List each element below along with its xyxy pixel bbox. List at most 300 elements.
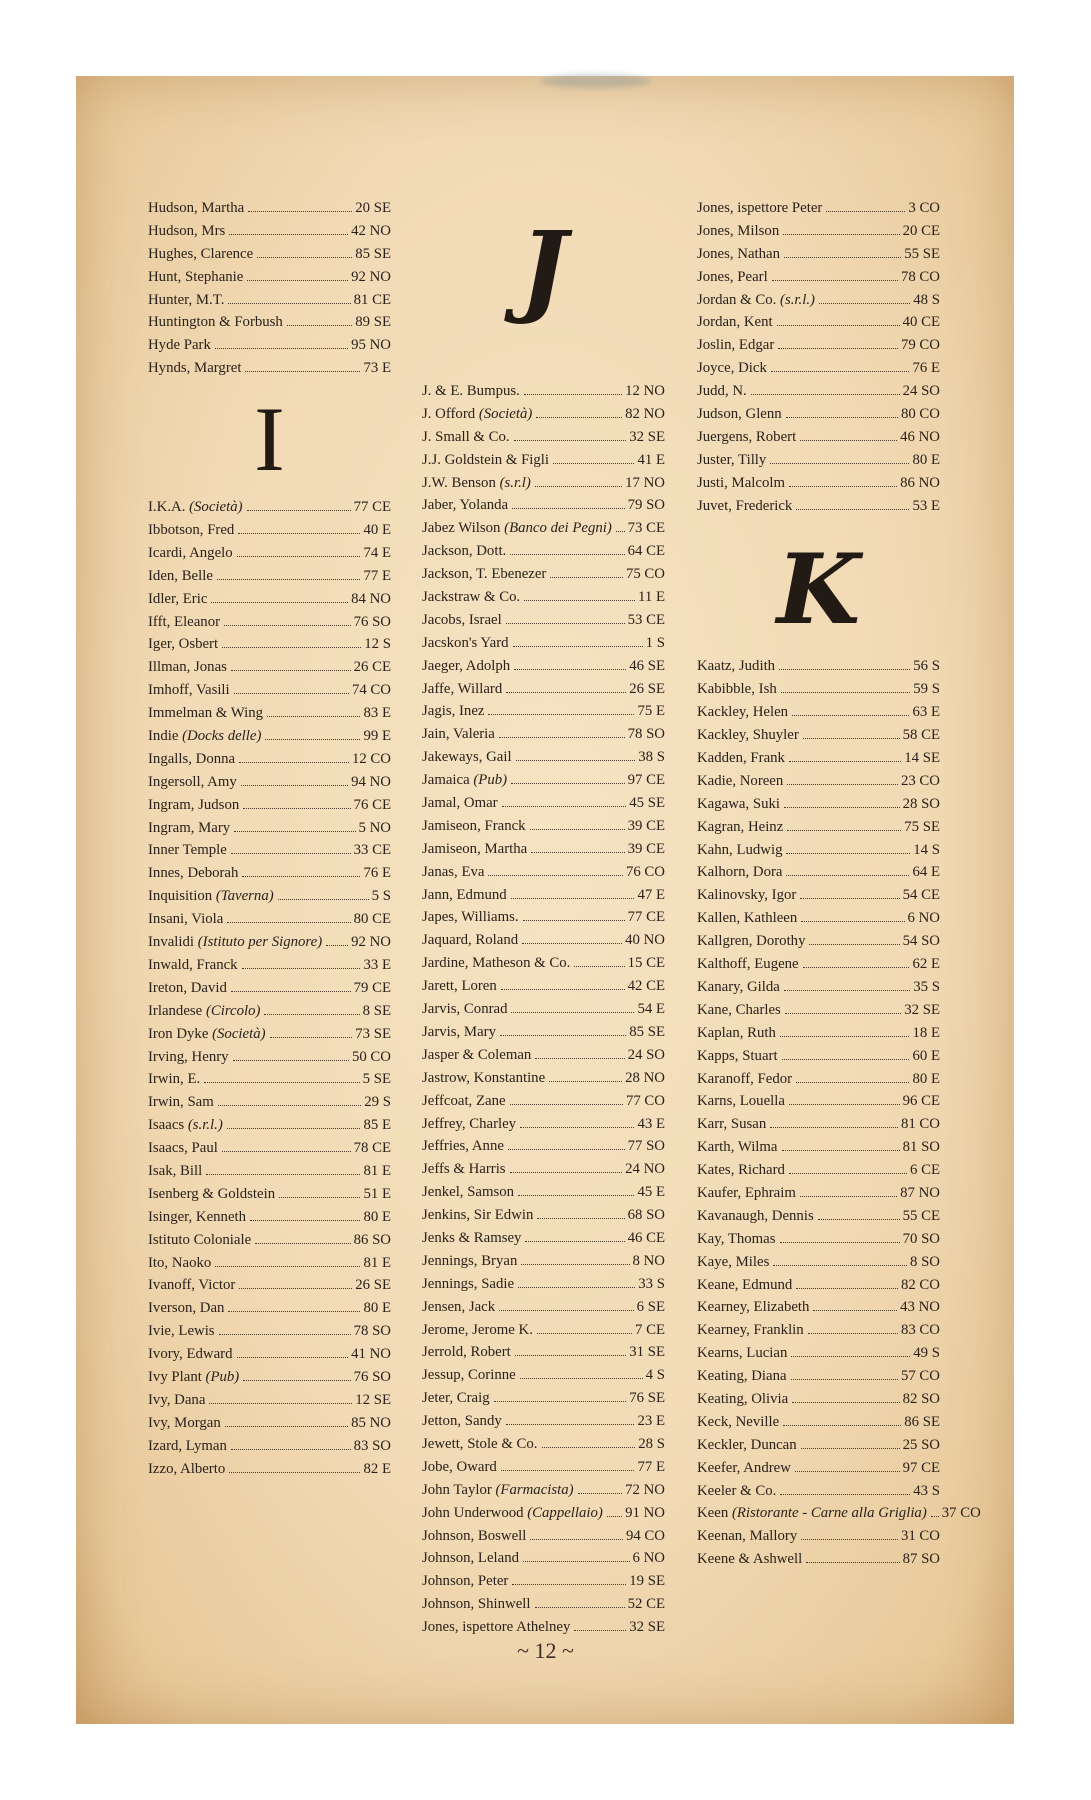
entry-reference: 73 E [363,360,391,377]
entry-name: J.W. Benson (s.r.l) [422,474,531,491]
dot-leader [500,1035,626,1036]
dot-leader [786,417,898,418]
entry-name: Jackson, Dott. [422,543,507,560]
entry-name: Kagran, Heinz [697,818,784,835]
entry-name: Hyde Park [148,337,211,354]
entry-name: Keene & Ashwell [697,1551,803,1568]
index-column-2 [422,200,665,1642]
entry-name: Jessup, Corinne [422,1367,516,1384]
dot-leader [780,1242,900,1243]
entry-reference: 39 CE [627,817,665,834]
index-entry [697,475,940,498]
index-entry [697,1208,940,1231]
index-entry [148,1186,391,1209]
dot-leader [211,602,348,603]
entry-name: J. Offord (Società) [422,405,533,422]
entry-reference: 41 NO [351,1346,391,1363]
entry-name: Jewett, Stole & Co. [422,1435,538,1452]
entry-reference: 19 SE [629,1573,665,1590]
entry-reference: 80 E [912,1070,940,1087]
entry-name: Jarett, Loren [422,978,497,995]
index-entry [697,796,940,819]
entry-name: Isaacs, Paul [148,1140,218,1157]
entry-reference: 40 NO [625,932,665,949]
entry-reference: 54 E [637,1001,665,1018]
entry-name: Jenkel, Samson [422,1184,515,1201]
index-entry [422,1230,665,1253]
entry-name: Jacobs, Israel [422,611,502,628]
dot-leader [521,1264,629,1265]
dot-leader [278,899,369,900]
entry-name: Iron Dyke (Società) [148,1025,266,1042]
dot-leader [239,1288,352,1289]
dot-leader [800,440,897,441]
page-number: ~ 12 ~ [517,1638,574,1663]
index-entry [697,1277,940,1300]
dot-leader [499,737,625,738]
entry-reference: 80 E [912,451,940,468]
entry-reference: 26 CE [353,659,391,676]
entry-name: Indie (Docks delle) [148,728,262,745]
entry-name: Isak, Bill [148,1162,203,1179]
dot-leader [242,968,361,969]
entry-reference: 41 E [637,451,665,468]
entry-reference: 11 E [638,589,665,606]
dot-leader [785,1013,901,1014]
entry-name: Jeffs & Harris [422,1161,506,1178]
entry-name: Idler, Eric [148,590,208,607]
dot-leader [813,1310,897,1311]
entry-name: Invalidi (Istituto per Signore) [148,934,323,951]
entry-name: Jeffrey, Charley [422,1115,517,1132]
dot-leader [231,1449,351,1450]
entry-name: Jones, ispettore Athelney [422,1619,571,1636]
entry-reference: 68 SO [627,1207,665,1224]
index-entry [697,727,940,750]
entry-name: Jordan & Co. (s.r.l.) [697,291,815,308]
index-entry [422,406,665,429]
index-entry [148,682,391,705]
entry-list-j-cont [697,200,940,520]
dot-leader [792,715,909,716]
entry-name: Jamaica (Pub) [422,772,508,789]
dot-leader [215,1266,360,1267]
index-entry [697,1483,940,1506]
dot-leader [789,1173,907,1174]
entry-reference: 82 E [363,1460,391,1477]
index-entry [697,1299,940,1322]
index-entry [697,406,940,429]
dot-leader [225,1426,348,1427]
index-entry [697,933,940,956]
entry-name: Jaeger, Adolph [422,657,511,674]
entry-reference: 3 CO [908,200,940,216]
entry-name: Kearney, Franklin [697,1322,804,1339]
entry-reference: 82 NO [625,405,665,422]
entry-reference: 78 CO [900,268,940,285]
entry-name: Karns, Louella [697,1093,785,1110]
index-entry [422,749,665,772]
index-entry [697,773,940,796]
entry-name: Innes, Deborah [148,865,239,882]
dot-leader [204,1082,359,1083]
entry-name: Justi, Malcolm [697,474,785,491]
index-entry [422,703,665,726]
dot-leader [771,371,910,372]
entry-reference: 82 CO [900,1276,940,1293]
entry-name: John Underwood (Cappellaio) [422,1504,603,1521]
index-entry [697,1322,940,1345]
entry-name: Juvet, Frederick [697,497,793,514]
entry-note: (Taverna) [215,888,274,905]
entry-reference: 46 CE [627,1229,665,1246]
entry-reference: 75 CO [625,566,665,583]
entry-name: Ibbotson, Fred [148,522,235,539]
entry-name: Keen (Ristorante - Carne alla Griglia) [697,1505,927,1522]
entry-reference: 28 S [638,1435,665,1452]
dot-leader [234,831,355,832]
entry-note: (Cappellaio) [527,1504,603,1521]
index-entry [697,1093,940,1116]
dot-leader [535,486,622,487]
entry-reference: 99 E [363,728,391,745]
entry-reference: 80 CO [900,406,940,423]
dot-leader [782,1150,900,1151]
index-entry [422,1528,665,1551]
index-entry [697,452,940,475]
index-entry [148,842,391,865]
dot-leader [265,739,360,740]
entry-name: Huntington & Forbush [148,314,283,331]
entry-reference: 79 CO [900,337,940,354]
entry-name: Isaacs (s.r.l.) [148,1117,223,1134]
entry-reference: 78 CE [353,1140,391,1157]
index-entry [422,1596,665,1619]
dot-leader [809,944,899,945]
entry-name: Jenks & Ramsey [422,1229,522,1246]
entry-reference: 46 SE [629,657,665,674]
index-entry [697,1116,940,1139]
entry-name: Kadden, Frank [697,750,785,767]
dot-leader [778,348,898,349]
index-entry [148,1094,391,1117]
index-entry [697,1231,940,1254]
dot-leader [781,692,911,693]
index-entry [148,820,391,843]
entry-reference: 26 SE [629,680,665,697]
entry-note: (Istituto per Signore) [197,934,323,951]
index-entry [422,1390,665,1413]
entry-reference: 24 SO [902,383,940,400]
index-entry [148,1438,391,1461]
dot-leader [222,647,361,648]
dot-leader [506,623,625,624]
dot-leader [227,1128,361,1129]
index-entry [148,223,391,246]
index-entry [697,956,940,979]
entry-name: Keenan, Mallory [697,1528,798,1545]
dot-leader [227,922,350,923]
entry-name: Jamal, Omar [422,795,498,812]
entry-reference: 20 CE [902,222,940,239]
entry-reference: 58 CE [902,727,940,744]
entry-name: Keefer, Andrew [697,1459,791,1476]
entry-list-j [422,383,665,1642]
entry-name: Ivory, Edward [148,1346,233,1363]
dot-leader [264,1014,359,1015]
index-entry [148,659,391,682]
entry-reference: 23 CO [900,772,940,789]
dot-leader [501,1470,635,1471]
index-entry [697,1368,940,1391]
entry-note: (s.r.l) [499,474,531,491]
index-entry [148,1461,391,1484]
entry-reference: 7 CE [634,1321,665,1338]
index-entry [422,864,665,887]
dot-leader [217,579,361,580]
entry-reference: 5 S [371,888,391,905]
entry-name: Icardi, Angelo [148,544,233,561]
dot-leader [520,1378,643,1379]
entry-note: (Farmacista) [495,1481,574,1498]
entry-name: Irving, Henry [148,1048,229,1065]
entry-name: Izard, Lyman [148,1437,227,1454]
dot-leader [488,875,622,876]
entry-reference: 76 E [912,360,940,377]
dot-leader [796,509,909,510]
entry-reference: 24 NO [625,1161,665,1178]
index-entry [422,1367,665,1390]
dot-leader [777,325,900,326]
entry-reference: 84 NO [351,590,391,607]
index-entry [148,337,391,360]
entry-name: Kalthoff, Eugene [697,956,799,973]
entry-reference: 12 SE [355,1391,391,1408]
entry-reference: 46 NO [900,428,940,445]
dot-leader [789,761,901,762]
index-entry [697,1139,940,1162]
dot-leader [772,280,898,281]
entry-reference: 48 S [913,291,940,308]
entry-name: Isenberg & Goldstein [148,1185,276,1202]
entry-name: Kadie, Noreen [697,772,784,789]
dot-leader [553,463,634,464]
dot-leader [242,876,360,877]
entry-reference: 97 CE [902,1459,940,1476]
entry-reference: 39 CE [627,840,665,857]
index-entry [422,566,665,589]
entry-reference: 83 E [363,705,391,722]
entry-reference: 6 SE [636,1298,665,1315]
index-entry [697,819,940,842]
index-entry [422,543,665,566]
entry-name: Ito, Naoko [148,1254,212,1271]
entry-reference: 31 CO [900,1528,940,1545]
dot-leader [511,1012,634,1013]
dot-leader [796,1082,909,1083]
index-entry [422,1207,665,1230]
entry-name: Juergens, Robert [697,428,797,445]
dot-leader [248,211,352,212]
entry-name: Kackley, Helen [697,704,789,721]
dot-leader [241,785,348,786]
dot-leader [537,1333,632,1334]
entry-reference: 81 E [363,1162,391,1179]
entry-name: Jaffe, Willard [422,680,503,697]
dot-leader [780,1036,910,1037]
entry-reference: 92 NO [351,934,391,951]
dot-leader [518,1287,635,1288]
entry-reference: 8 NO [632,1252,665,1269]
index-entry [148,1277,391,1300]
index-entry [697,269,940,292]
dot-leader [218,1105,362,1106]
entry-name: Jobe, Oward [422,1458,497,1475]
index-entry [148,1209,391,1232]
entry-note: (Società) [189,499,243,516]
entry-reference: 45 E [637,1184,665,1201]
dot-leader [510,554,624,555]
dot-leader [783,1425,901,1426]
entry-name: Keating, Olivia [697,1390,789,1407]
index-entry [697,314,940,337]
index-entry [422,497,665,520]
dot-leader [326,945,348,946]
entry-reference: 77 CO [625,1092,665,1109]
entry-reference: 83 CO [900,1322,940,1339]
entry-reference: 25 SO [902,1436,940,1453]
entry-reference: 74 CO [351,682,391,699]
index-entry [422,1024,665,1047]
entry-reference: 86 SO [353,1231,391,1248]
index-entry [697,246,940,269]
entry-note: (s.r.l.) [187,1117,223,1134]
index-entry [148,774,391,797]
dot-leader [574,1630,626,1631]
entry-name: Kallen, Kathleen [697,910,798,927]
entry-list-h [148,200,391,383]
entry-name: Ivy, Morgan [148,1414,221,1431]
dot-leader [607,1516,622,1517]
entry-reference: 76 CE [353,796,391,813]
entry-reference: 77 CE [353,499,391,516]
index-entry [148,499,391,522]
dot-leader [228,303,350,304]
dot-leader [530,829,625,830]
entry-reference: 28 NO [625,1069,665,1086]
dot-leader [247,510,351,511]
entry-name: Jeffcoat, Zane [422,1092,506,1109]
index-entry [697,979,940,1002]
entry-name: Illman, Jonas [148,659,227,676]
entry-name: Iger, Osbert [148,636,219,653]
dot-leader [787,830,901,831]
dot-leader [494,1401,627,1402]
entry-reference: 97 CE [627,772,665,789]
entry-name: Keating, Diana [697,1368,787,1385]
dot-leader [525,1241,624,1242]
entry-name: Iverson, Dan [148,1300,225,1317]
index-entry [422,1093,665,1116]
entry-list-i [148,499,391,1483]
dot-leader [826,211,905,212]
index-entry [148,200,391,223]
entry-reference: 55 CE [902,1207,940,1224]
dot-leader [501,989,625,990]
index-entry [148,1140,391,1163]
index-entry [697,704,940,727]
entry-name: Kahn, Ludwig [697,841,783,858]
dot-leader [524,600,635,601]
entry-name: Johnson, Shinwell [422,1596,531,1613]
entry-name: Kanary, Gilda [697,978,780,995]
entry-name: Iden, Belle [148,567,213,584]
entry-name: Juster, Tilly [697,451,767,468]
entry-name: Ivy Plant (Pub) [148,1368,240,1385]
entry-reference: 14 SE [904,750,940,767]
entry-reference: 26 SE [355,1277,391,1294]
dot-leader [550,577,623,578]
entry-name: Kabibble, Ish [697,681,777,698]
index-entry [148,1071,391,1094]
entry-name: Kaplan, Ruth [697,1024,776,1041]
index-column-1 [148,200,391,1483]
dot-leader [245,371,360,372]
index-entry [697,658,940,681]
entry-reference: 43 NO [900,1299,940,1316]
entry-name: Jaquard, Roland [422,932,519,949]
dot-leader [537,1218,624,1219]
index-entry [697,1551,940,1574]
entry-name: Kalinovsky, Igor [697,887,797,904]
index-entry [148,934,391,957]
index-entry [422,383,665,406]
entry-name: Karth, Wilma [697,1139,778,1156]
dot-leader [231,853,351,854]
dot-leader [233,1060,349,1061]
dot-leader [215,348,348,349]
index-entry [148,1003,391,1026]
dot-leader [819,303,910,304]
entry-note: (Docks delle) [182,728,262,745]
index-entry [148,911,391,934]
entry-reference: 12 CO [351,750,391,767]
entry-name: Ivie, Lewis [148,1323,215,1340]
entry-reference: 42 NO [351,222,391,239]
entry-name: Joslin, Edgar [697,337,775,354]
index-entry [422,589,665,612]
entry-reference: 77 E [637,1458,665,1475]
section-letter-j: J [519,209,568,327]
dot-leader [506,692,626,693]
entry-name: Kaufer, Ephraim [697,1184,796,1201]
entry-reference: 28 SO [902,795,940,812]
entry-reference: 80 E [363,1300,391,1317]
entry-name: Isinger, Kenneth [148,1208,247,1225]
index-entry [697,887,940,910]
index-entry [148,957,391,980]
entry-name: Inner Temple [148,842,227,859]
entry-reference: 17 NO [625,474,665,491]
entry-name: Kaatz, Judith [697,658,776,675]
index-entry [422,1116,665,1139]
dot-leader [535,1607,625,1608]
index-entry [148,1117,391,1140]
entry-reference: 33 E [363,956,391,973]
entry-reference: 76 SE [629,1390,665,1407]
dot-leader [616,531,625,532]
entry-name: Kay, Thomas [697,1230,776,1247]
